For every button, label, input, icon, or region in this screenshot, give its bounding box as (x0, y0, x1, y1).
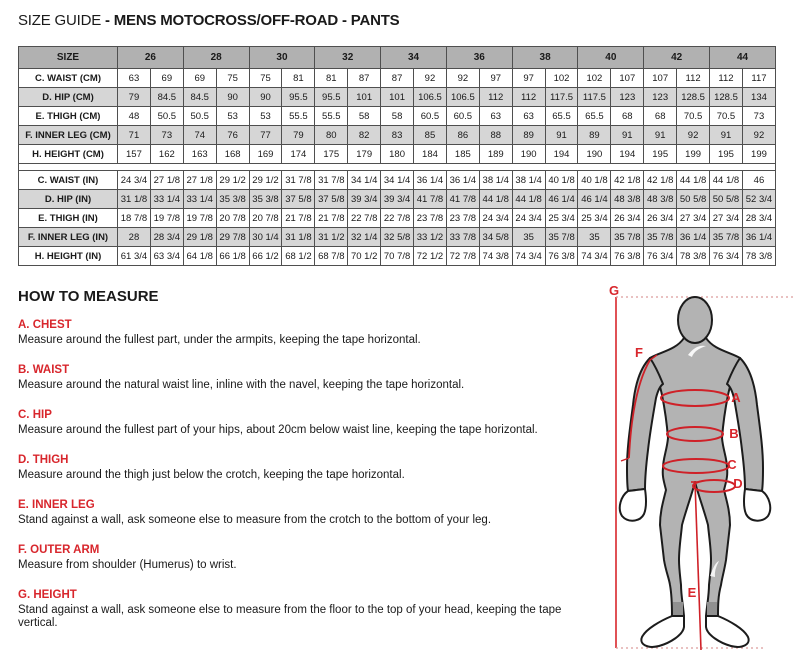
row-label: C. WAIST (IN) (19, 171, 118, 190)
measure-item (18, 409, 593, 437)
right-hand-shape (744, 489, 770, 521)
row-label: H. HEIGHT (IN) (19, 247, 118, 266)
measurement-value-cell: 35 (512, 228, 545, 247)
measurement-value-cell: 81 (315, 69, 348, 88)
measurement-value-cell: 112 (677, 69, 710, 88)
measurement-value-cell: 21 7/8 (315, 209, 348, 228)
measurement-value-cell: 35 3/8 (216, 190, 249, 209)
measurement-value-cell: 92 (414, 69, 447, 88)
measurement-value-cell: 33 1/4 (150, 190, 183, 209)
measurement-value-cell: 75 (216, 69, 249, 88)
measurement-value-cell: 101 (381, 88, 414, 107)
row-label: F. INNER LEG (IN) (19, 228, 118, 247)
measurement-value-cell: 18 7/8 (118, 209, 151, 228)
measurement-value-cell: 50 5/8 (677, 190, 710, 209)
size-header-cell: SIZE (19, 47, 118, 69)
measurement-value-cell: 25 3/4 (545, 209, 578, 228)
measurement-value-cell: 34 1/4 (381, 171, 414, 190)
measurement-value-cell: 61 3/4 (118, 247, 151, 266)
measurement-value-cell: 48 (118, 107, 151, 126)
measurement-value-cell: 70 7/8 (381, 247, 414, 266)
measurement-value-cell: 76 3/4 (710, 247, 743, 266)
measurement-value-cell: 20 7/8 (249, 209, 282, 228)
measure-item-label: F. OUTER ARM (18, 544, 100, 556)
measurement-value-cell: 117.5 (578, 88, 611, 107)
figure-label-outer-arm: F (635, 345, 643, 360)
measurement-value-cell: 76 3/8 (545, 247, 578, 266)
measurement-value-cell: 31 1/2 (315, 228, 348, 247)
measurement-value-cell: 81 (282, 69, 315, 88)
measurement-value-cell: 27 1/8 (150, 171, 183, 190)
measurement-value-cell: 60.5 (446, 107, 479, 126)
measure-item-label: G. HEIGHT (18, 589, 77, 601)
measurement-value-cell: 90 (249, 88, 282, 107)
measurement-value-cell: 29 7/8 (216, 228, 249, 247)
size-table-row (19, 126, 776, 145)
measurement-value-cell: 58 (348, 107, 381, 126)
measure-items (18, 319, 593, 630)
measurement-value-cell: 36 1/4 (677, 228, 710, 247)
measurement-value-cell: 60.5 (414, 107, 447, 126)
measurement-value-cell: 102 (545, 69, 578, 88)
measurement-value-cell: 35 7/8 (710, 228, 743, 247)
size-table-row (19, 88, 776, 107)
measurement-value-cell: 46 (742, 171, 775, 190)
measurement-value-cell: 63 3/4 (150, 247, 183, 266)
measurement-value-cell: 68 (611, 107, 644, 126)
measurement-value-cell: 22 7/8 (381, 209, 414, 228)
measurement-value-cell: 73 (742, 107, 775, 126)
measurement-value-cell: 29 1/2 (249, 171, 282, 190)
measure-item-description: Measure around the natural waist line, inline with the navel, keeping the tape horizontal. (18, 379, 465, 391)
measurement-value-cell: 24 3/4 (512, 209, 545, 228)
measurement-value-cell: 101 (348, 88, 381, 107)
measurement-value-cell: 76 (216, 126, 249, 145)
measurement-value-cell: 112 (479, 88, 512, 107)
measure-item-description: Measure around the thigh just below the crotch, keeping the tape horizontal. (18, 469, 405, 481)
measurement-value-cell: 63 (118, 69, 151, 88)
head-shape (678, 297, 712, 343)
measurement-value-cell: 58 (381, 107, 414, 126)
figure-label-height: G (608, 283, 620, 298)
measurement-value-cell: 79 (118, 88, 151, 107)
measurement-value-cell: 72 7/8 (446, 247, 479, 266)
measurement-value-cell: 117 (742, 69, 775, 88)
measurement-value-cell: 190 (512, 145, 545, 164)
measurement-value-cell: 24 3/4 (479, 209, 512, 228)
measure-item-description: Measure around the fullest part of your hips, about 20cm below waist line, keeping the tape horizontal. (18, 424, 538, 436)
measurement-value-cell: 162 (150, 145, 183, 164)
measurement-value-cell: 39 3/4 (381, 190, 414, 209)
measurement-value-cell: 80 (315, 126, 348, 145)
measurement-value-cell: 39 3/4 (348, 190, 381, 209)
measurement-value-cell: 68 (644, 107, 677, 126)
measurement-value-cell: 37 5/8 (315, 190, 348, 209)
row-label: H. HEIGHT (CM) (19, 145, 118, 164)
measurement-value-cell: 19 7/8 (183, 209, 216, 228)
measurement-value-cell: 95.5 (315, 88, 348, 107)
row-label: E. THIGH (IN) (19, 209, 118, 228)
measurement-value-cell: 31 1/8 (282, 228, 315, 247)
size-table-row (19, 209, 776, 228)
size-column-header: 36 (446, 47, 512, 69)
measurement-value-cell: 27 1/8 (183, 171, 216, 190)
hands-and-feet (620, 489, 770, 647)
measurement-value-cell: 76 3/8 (611, 247, 644, 266)
size-table-row (19, 247, 776, 266)
measurement-value-cell: 68 7/8 (315, 247, 348, 266)
measurement-value-cell: 190 (578, 145, 611, 164)
size-table-row (19, 190, 776, 209)
measurement-value-cell: 24 3/4 (118, 171, 151, 190)
measurement-value-cell: 117.5 (545, 88, 578, 107)
measurement-value-cell: 175 (315, 145, 348, 164)
measurement-value-cell: 87 (381, 69, 414, 88)
measurement-value-cell: 106.5 (414, 88, 447, 107)
measurement-value-cell: 46 1/4 (578, 190, 611, 209)
measurement-value-cell: 91 (644, 126, 677, 145)
measurement-value-cell: 70.5 (677, 107, 710, 126)
measurement-value-cell: 194 (611, 145, 644, 164)
measurement-value-cell: 76 3/4 (644, 247, 677, 266)
figure-label-thigh: D (733, 476, 743, 491)
measurement-value-cell: 19 7/8 (150, 209, 183, 228)
measurement-value-cell: 92 (446, 69, 479, 88)
measurement-value-cell: 68 1/2 (282, 247, 315, 266)
figure-label-chest: A (731, 390, 741, 405)
size-column-header: 44 (710, 47, 776, 69)
measurement-value-cell: 65.5 (578, 107, 611, 126)
measurement-value-cell: 69 (183, 69, 216, 88)
measurement-value-cell: 42 1/8 (644, 171, 677, 190)
measurement-value-cell: 44 1/8 (677, 171, 710, 190)
measurement-value-cell: 157 (118, 145, 151, 164)
measurement-value-cell: 27 3/4 (677, 209, 710, 228)
measurement-value-cell: 184 (414, 145, 447, 164)
measurement-value-cell: 87 (348, 69, 381, 88)
measurement-value-cell: 27 3/4 (710, 209, 743, 228)
measure-item (18, 319, 593, 347)
measurement-value-cell: 90 (216, 88, 249, 107)
left-hand-shape (620, 489, 646, 521)
measurement-value-cell: 21 7/8 (282, 209, 315, 228)
figure-label-hip: C (727, 457, 737, 472)
size-header-row (19, 47, 776, 69)
measurement-value-cell: 134 (742, 88, 775, 107)
size-column-header: 26 (118, 47, 184, 69)
measurement-value-cell: 168 (216, 145, 249, 164)
measurement-value-cell: 199 (742, 145, 775, 164)
how-to-measure-section (18, 288, 593, 647)
measurement-value-cell: 63 (512, 107, 545, 126)
figure-label-waist: B (729, 426, 739, 441)
size-column-header: 28 (183, 47, 249, 69)
measurement-value-cell: 63 (479, 107, 512, 126)
measurement-value-cell: 34 5/8 (479, 228, 512, 247)
measurement-value-cell: 29 1/8 (183, 228, 216, 247)
measurement-value-cell: 31 1/8 (118, 190, 151, 209)
measurement-value-cell: 38 1/4 (479, 171, 512, 190)
table-section-separator (19, 164, 776, 171)
measurement-value-cell: 169 (249, 145, 282, 164)
measurement-value-cell: 66 1/8 (216, 247, 249, 266)
figure-label-inner-leg: E (687, 585, 697, 600)
measurement-value-cell: 28 (118, 228, 151, 247)
measurement-value-cell: 71 (118, 126, 151, 145)
measurement-value-cell: 89 (512, 126, 545, 145)
measurement-value-cell: 77 (249, 126, 282, 145)
measurement-value-cell: 33 1/2 (414, 228, 447, 247)
measurement-value-cell: 28 3/4 (150, 228, 183, 247)
size-column-header: 30 (249, 47, 315, 69)
measurement-value-cell: 107 (611, 69, 644, 88)
measurement-value-cell: 30 1/4 (249, 228, 282, 247)
measurement-value-cell: 89 (578, 126, 611, 145)
measure-item (18, 454, 593, 482)
measurement-value-cell: 74 3/8 (479, 247, 512, 266)
measurement-value-cell: 85 (414, 126, 447, 145)
measurement-value-cell: 41 7/8 (414, 190, 447, 209)
how-to-measure-heading: HOW TO MEASURE (18, 288, 159, 305)
measurement-value-cell: 107 (644, 69, 677, 88)
row-label: C. WAIST (CM) (19, 69, 118, 88)
measurement-value-cell: 84.5 (150, 88, 183, 107)
measurement-value-cell: 112 (710, 69, 743, 88)
measurement-value-cell: 33 1/4 (183, 190, 216, 209)
measurement-value-cell: 50 5/8 (710, 190, 743, 209)
measurement-value-cell: 74 3/4 (512, 247, 545, 266)
measurement-value-cell: 123 (644, 88, 677, 107)
size-table-row (19, 228, 776, 247)
measurement-value-cell: 195 (644, 145, 677, 164)
row-label: D. HIP (CM) (19, 88, 118, 107)
measurement-value-cell: 174 (282, 145, 315, 164)
row-label: D. HIP (IN) (19, 190, 118, 209)
measurement-value-cell: 53 (249, 107, 282, 126)
size-guide-table (18, 46, 776, 266)
measurement-value-cell: 95.5 (282, 88, 315, 107)
measurement-value-cell: 92 (677, 126, 710, 145)
measurement-value-cell: 66 1/2 (249, 247, 282, 266)
measurement-value-cell: 65.5 (545, 107, 578, 126)
measurement-value-cell: 91 (710, 126, 743, 145)
measurement-value-cell: 88 (479, 126, 512, 145)
measurement-value-cell: 34 1/4 (348, 171, 381, 190)
measurement-value-cell: 78 3/8 (742, 247, 775, 266)
measurement-value-cell: 40 1/8 (578, 171, 611, 190)
measurement-value-cell: 31 7/8 (282, 171, 315, 190)
page-title-prefix: SIZE GUIDE (18, 12, 102, 29)
row-label: F. INNER LEG (CM) (19, 126, 118, 145)
size-table-row (19, 171, 776, 190)
measurement-figure (588, 280, 800, 671)
measurement-value-cell: 180 (381, 145, 414, 164)
measurement-value-cell: 195 (710, 145, 743, 164)
measurement-value-cell: 78 3/8 (677, 247, 710, 266)
right-ankle-cuff (707, 602, 717, 615)
measurement-value-cell: 199 (677, 145, 710, 164)
measurement-value-cell: 35 3/8 (249, 190, 282, 209)
measure-item (18, 589, 593, 630)
measurement-value-cell: 97 (512, 69, 545, 88)
measurement-value-cell: 74 (183, 126, 216, 145)
measurement-value-cell: 106.5 (446, 88, 479, 107)
measurement-value-cell: 44 1/8 (710, 171, 743, 190)
measurement-value-cell: 42 1/8 (611, 171, 644, 190)
measurement-value-cell: 48 3/8 (611, 190, 644, 209)
measurement-value-cell: 50.5 (150, 107, 183, 126)
measurement-value-cell: 194 (545, 145, 578, 164)
measurement-value-cell: 179 (348, 145, 381, 164)
measurement-value-cell: 26 3/4 (644, 209, 677, 228)
size-table-row (19, 145, 776, 164)
measurement-value-cell: 79 (282, 126, 315, 145)
measurement-value-cell: 35 7/8 (611, 228, 644, 247)
measurement-value-cell: 74 3/4 (578, 247, 611, 266)
measurement-value-cell: 31 7/8 (315, 171, 348, 190)
measurement-value-cell: 29 1/2 (216, 171, 249, 190)
measure-item-label: E. INNER LEG (18, 499, 95, 511)
measurement-value-cell: 97 (479, 69, 512, 88)
measurement-value-cell: 35 7/8 (644, 228, 677, 247)
measurement-value-cell: 28 3/4 (742, 209, 775, 228)
body-figure-diagram (588, 280, 800, 671)
measurement-value-cell: 35 7/8 (545, 228, 578, 247)
measurement-value-cell: 32 1/4 (348, 228, 381, 247)
size-table-row (19, 107, 776, 126)
page-title (18, 12, 400, 29)
measurement-value-cell: 32 5/8 (381, 228, 414, 247)
measurement-value-cell: 37 5/8 (282, 190, 315, 209)
measurement-value-cell: 91 (611, 126, 644, 145)
measurement-value-cell: 36 1/4 (446, 171, 479, 190)
measurement-value-cell: 25 3/4 (578, 209, 611, 228)
measurement-value-cell: 22 7/8 (348, 209, 381, 228)
measurement-value-cell: 50.5 (183, 107, 216, 126)
measurement-value-cell: 69 (150, 69, 183, 88)
measure-item (18, 364, 593, 392)
size-column-header: 42 (644, 47, 710, 69)
measure-item (18, 544, 593, 572)
measurement-value-cell: 46 1/4 (545, 190, 578, 209)
measurement-value-cell: 38 1/4 (512, 171, 545, 190)
measurement-value-cell: 75 (249, 69, 282, 88)
measure-item-label: D. THIGH (18, 454, 69, 466)
measurement-value-cell: 64 1/8 (183, 247, 216, 266)
measurement-value-cell: 53 (216, 107, 249, 126)
measurement-value-cell: 73 (150, 126, 183, 145)
measurement-value-cell: 84.5 (183, 88, 216, 107)
size-column-header: 40 (578, 47, 644, 69)
measurement-value-cell: 23 7/8 (446, 209, 479, 228)
size-table-row (19, 69, 776, 88)
measure-item-label: C. HIP (18, 409, 52, 421)
measurement-value-cell: 26 3/4 (611, 209, 644, 228)
measurement-value-cell: 36 1/4 (414, 171, 447, 190)
size-column-header: 32 (315, 47, 381, 69)
measurement-value-cell: 40 1/8 (545, 171, 578, 190)
measurement-value-cell: 92 (742, 126, 775, 145)
right-foot-shape (706, 616, 749, 647)
measurement-value-cell: 44 1/8 (512, 190, 545, 209)
measure-item-description: Stand against a wall, ask someone else to measure from the crotch to the bottom of your leg. (18, 514, 492, 526)
measurement-value-cell: 91 (545, 126, 578, 145)
left-foot-shape (641, 616, 684, 647)
measurement-value-cell: 41 7/8 (446, 190, 479, 209)
measurement-value-cell: 128.5 (677, 88, 710, 107)
table-section-separator-cell (19, 164, 776, 171)
measurement-value-cell: 102 (578, 69, 611, 88)
measurement-value-cell: 36 1/4 (742, 228, 775, 247)
measure-item-description: Stand against a wall, ask someone else to measure from the floor to the top of your head, keeping the tape vertical. (18, 604, 562, 629)
measurement-value-cell: 86 (446, 126, 479, 145)
size-column-header: 38 (512, 47, 578, 69)
left-ankle-cuff (673, 602, 683, 615)
measurement-value-cell: 33 7/8 (446, 228, 479, 247)
measurement-value-cell: 70 1/2 (348, 247, 381, 266)
measurement-value-cell: 128.5 (710, 88, 743, 107)
measurement-value-cell: 72 1/2 (414, 247, 447, 266)
measure-item-description: Measure from shoulder (Humerus) to wrist. (18, 559, 237, 571)
measurement-value-cell: 23 7/8 (414, 209, 447, 228)
page-title-main: - MENS MOTOCROSS/OFF-ROAD - PANTS (101, 12, 400, 29)
measurement-value-cell: 20 7/8 (216, 209, 249, 228)
measurement-value-cell: 123 (611, 88, 644, 107)
measurement-value-cell: 185 (446, 145, 479, 164)
row-label: E. THIGH (CM) (19, 107, 118, 126)
measurement-value-cell: 70.5 (710, 107, 743, 126)
measurement-value-cell: 44 1/8 (479, 190, 512, 209)
measurement-value-cell: 163 (183, 145, 216, 164)
measurement-value-cell: 83 (381, 126, 414, 145)
size-column-header: 34 (381, 47, 447, 69)
body-silhouette (627, 297, 763, 616)
measure-item-label: B. WAIST (18, 364, 70, 376)
measurement-value-cell: 112 (512, 88, 545, 107)
measure-item-description: Measure around the fullest part, under the armpits, keeping the tape horizontal. (18, 334, 421, 346)
measurement-value-cell: 82 (348, 126, 381, 145)
measurement-value-cell: 189 (479, 145, 512, 164)
inner-leg-measure-line (695, 482, 701, 650)
measure-item-label: A. CHEST (18, 319, 72, 331)
measurement-value-cell: 48 3/8 (644, 190, 677, 209)
measure-item (18, 499, 593, 527)
measurement-value-cell: 52 3/4 (742, 190, 775, 209)
measurement-value-cell: 55.5 (315, 107, 348, 126)
measurement-value-cell: 55.5 (282, 107, 315, 126)
measurement-value-cell: 35 (578, 228, 611, 247)
